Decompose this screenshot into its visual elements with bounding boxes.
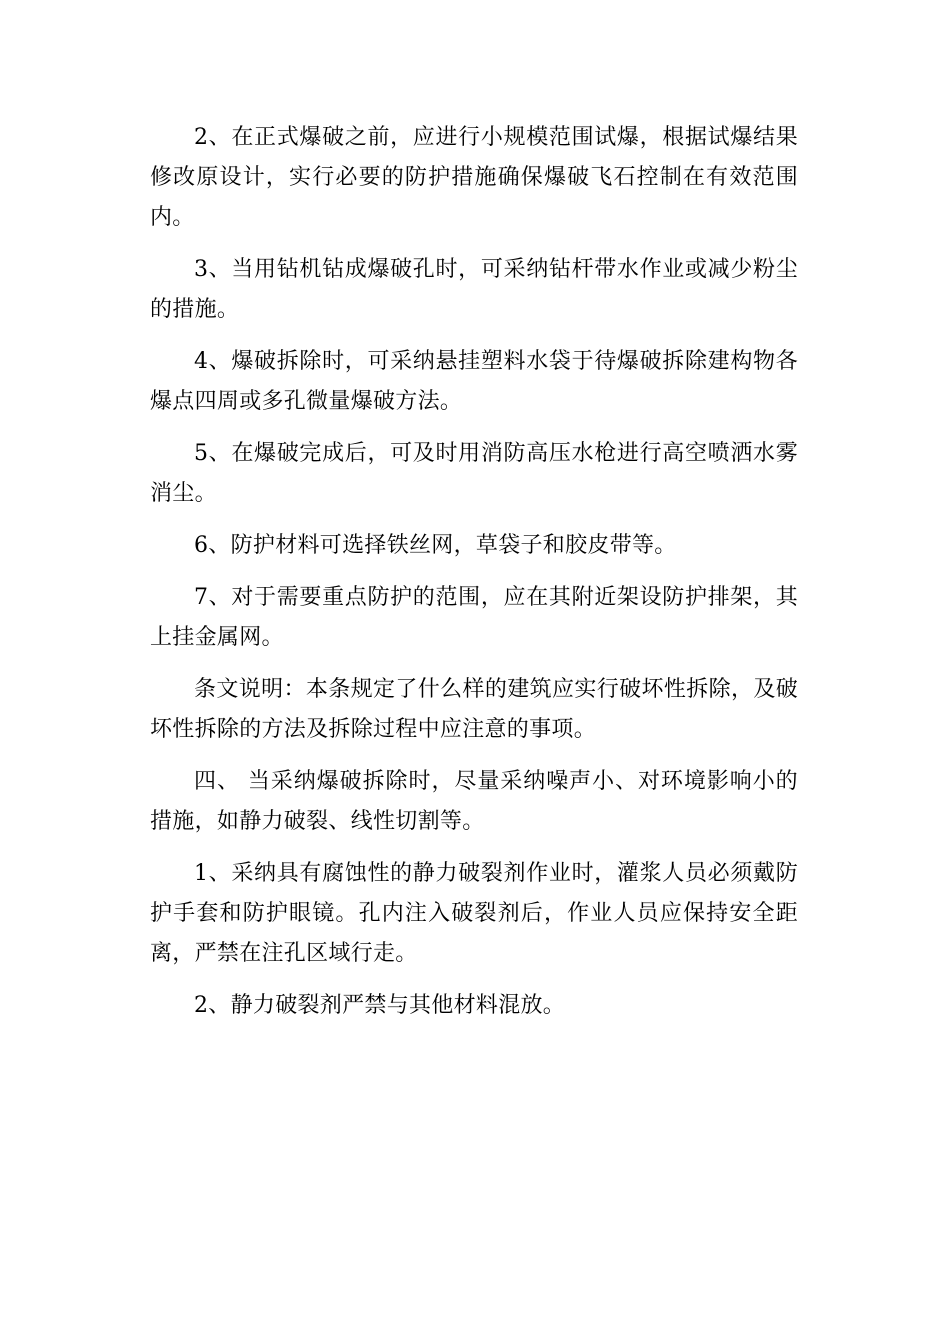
paragraph-item-4-water-bags: 4、爆破拆除时，可采纳悬挂塑料水袋于待爆破拆除建构物各爆点四周或多孔微量爆破方法。 <box>150 349 798 414</box>
paragraph-item-6-materials: 6、防护材料可选择铁丝网，草袋子和胶皮带等。 <box>194 533 677 558</box>
paragraph-item-2-test-blast: 2、在正式爆破之前，应进行小规模范围试爆，根据试爆结果修改原设计，实行必要的防护措施确保爆破飞石控制在有效范围内。 <box>150 125 798 230</box>
paragraph-item-7-protective-frame: 7、对于需要重点防护的范围，应在其附近架设防护排架，其上挂金属网。 <box>150 585 798 650</box>
paragraph-clause-note: 条文说明：本条规定了什么样的建筑应实行破坏性拆除，及破坏性拆除的方法及拆除过程中应注意的事项。 <box>150 677 798 742</box>
paragraph-item-5-water-spray: 5、在爆破完成后，可及时用消防高压水枪进行高空喷洒水雾消尘。 <box>150 441 798 506</box>
paragraph-item-1-static-agent: 1、采纳具有腐蚀性的静力破裂剂作业时，灌浆人员必须戴防护手套和防护眼镜。孔内注入破裂剂后，作业人员应保持安全距离，严禁在注孔区域行走。 <box>150 861 798 966</box>
paragraph-section-4: 四、 当采纳爆破拆除时，尽量采纳噪声小、对环境影响小的措施，如静力破裂、线性切割等。 <box>150 769 798 834</box>
paragraph-item-2-storage: 2、静力破裂剂严禁与其他材料混放。 <box>194 993 566 1018</box>
paragraph-item-3-drilling: 3、当用钻机钻成爆破孔时，可采纳钻杆带水作业或减少粉尘的措施。 <box>150 257 798 322</box>
document-body <box>150 118 798 1038</box>
